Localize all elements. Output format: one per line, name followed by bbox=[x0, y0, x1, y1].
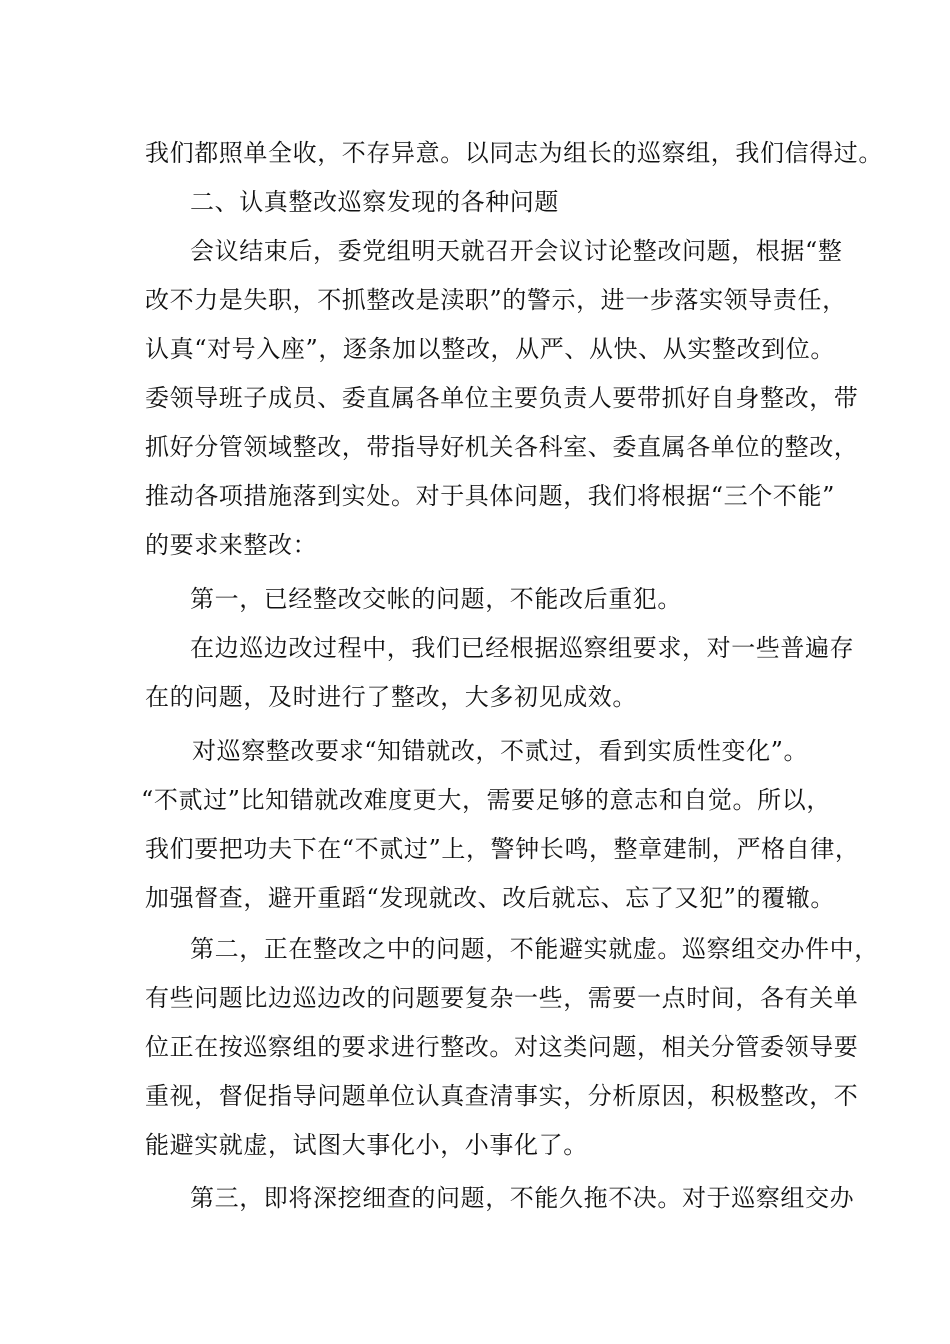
paragraph-line: 的要求来整改： bbox=[145, 531, 318, 559]
paragraph-line: 我们要把功夫下在“不贰过”上，警钟长鸣，整章建制，严格自律， bbox=[145, 835, 860, 863]
paragraph-line: 改不力是失职，不抓整改是渎职”的警示，进一步落实领导责任， bbox=[145, 286, 847, 314]
paragraph-line: 会议结束后，委党组明天就召开会议讨论整改问题，根据“整 bbox=[190, 237, 843, 265]
paragraph-line: 能避实就虚，试图大事化小，小事化了。 bbox=[145, 1131, 588, 1159]
paragraph-line: 加强督查，避开重蹈“发现就改、改后就忘、忘了又犯”的覆辙。 bbox=[145, 884, 835, 912]
paragraph-line: 认真“对号入座”，逐条加以整改，从严、从快、从实整改到位。 bbox=[145, 335, 835, 363]
paragraph-line: 有些问题比边巡边改的问题要复杂一些，需要一点时间，各有关单 bbox=[145, 984, 859, 1012]
paragraph-line: 重视，督促指导问题单位认真查清事实，分析原因，积极整改，不 bbox=[145, 1082, 859, 1110]
point-heading-3: 第三，即将深挖细查的问题，不能久拖不决。对于巡察组交办 bbox=[190, 1184, 855, 1212]
point-heading-2: 第二，正在整改之中的问题，不能避实就虚。巡察组交办件中， bbox=[190, 935, 879, 963]
paragraph-line: 我们都照单全收，不存异意。以同志为组长的巡察组，我们信得过。 bbox=[145, 139, 883, 167]
paragraph-line: 委领导班子成员、委直属各单位主要负责人要带抓好自身整改，带 bbox=[145, 384, 859, 412]
paragraph-line: 位正在按巡察组的要求进行整改。对这类问题，相关分管委领导要 bbox=[145, 1033, 859, 1061]
paragraph-line: “不贰过”比知错就改难度更大，需要足够的意志和自觉。所以， bbox=[141, 786, 831, 814]
paragraph-line: 对巡察整改要求“知错就改，不贰过，看到实质性变化”。 bbox=[192, 737, 809, 765]
paragraph-line: 抓好分管领域整改，带指导好机关各科室、委直属各单位的整改， bbox=[145, 433, 859, 461]
section-heading: 二、认真整改巡察发现的各种问题 bbox=[190, 188, 559, 216]
paragraph-line: 在边巡边改过程中，我们已经根据巡察组要求，对一些普遍存 bbox=[190, 634, 855, 662]
point-heading-1: 第一，已经整改交帐的问题，不能改后重犯。 bbox=[190, 585, 682, 613]
paragraph-line: 推动各项措施落到实处。对于具体问题，我们将根据“三个不能” bbox=[145, 482, 835, 510]
paragraph-line: 在的问题，及时进行了整改，大多初见成效。 bbox=[145, 683, 637, 711]
